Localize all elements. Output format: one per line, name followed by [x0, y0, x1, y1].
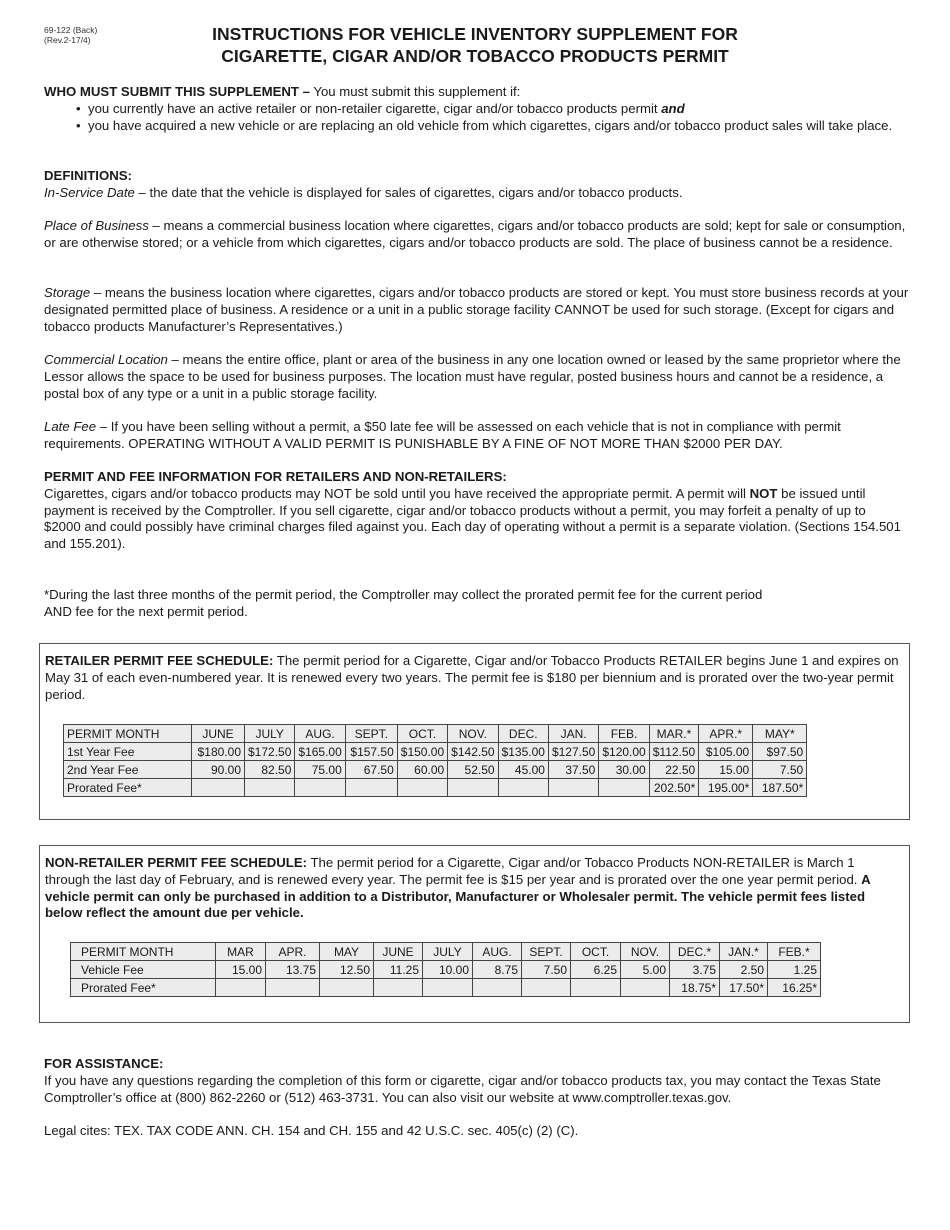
column-header: MAR.*	[649, 725, 699, 743]
table-cell: $120.00	[599, 743, 649, 761]
column-header-label: PERMIT MONTH	[71, 943, 216, 961]
permit-info-heading: PERMIT AND FEE INFORMATION FOR RETAILERS AND NON-RETAILERS:	[44, 469, 507, 484]
table-cell: 75.00	[295, 761, 345, 779]
table-cell	[345, 779, 397, 797]
column-header: DEC.*	[670, 943, 720, 961]
column-header: APR.	[266, 943, 320, 961]
table-cell: 10.00	[423, 961, 473, 979]
prorate-note	[44, 587, 906, 621]
permit-info-text-b: be issued until payment is received by the Comptroller. If you sell cigarette, cigar and/or tobacco products without a permit, you may forfeit a penalty of up to $2000 and could possibly have criminal charges filed against you. Each day of operating without a permit is a separate violation. (Sections 154.501 and 155.201).	[44, 485, 901, 552]
column-header: JAN.*	[720, 943, 768, 961]
table-cell	[192, 779, 245, 797]
def-late-fee	[44, 419, 906, 453]
title-line-1: INSTRUCTIONS FOR VEHICLE INVENTORY SUPPLEMENT FOR	[212, 24, 738, 44]
table-cell: 11.25	[374, 961, 423, 979]
table-cell	[423, 979, 473, 997]
non-retailer-intro	[45, 855, 899, 922]
table-cell: 7.50	[753, 761, 807, 779]
table-cell: $172.50	[245, 743, 295, 761]
column-header: FEB.	[599, 725, 649, 743]
table-cell: 6.25	[571, 961, 621, 979]
column-header: AUG.	[295, 725, 345, 743]
who-intro: You must submit this supplement if:	[309, 84, 521, 99]
table-cell	[295, 779, 345, 797]
table-cell: $157.50	[345, 743, 397, 761]
def-place-text: – means a commercial business location where cigarettes, cigars and/or tobacco products are sold; kept for sale or consumption, or are otherwise stored; or a vehicle from which cigarettes, cigars and/or tobacco products are sold. The place of business cannot be a residence.	[44, 218, 906, 250]
table-cell: 82.50	[245, 761, 295, 779]
table-cell	[548, 779, 598, 797]
table-row	[71, 979, 821, 997]
column-header: NOV.	[621, 943, 670, 961]
column-header: JULY	[245, 725, 295, 743]
table-cell: 1.25	[768, 961, 821, 979]
who-must-submit-section	[44, 84, 906, 134]
table-cell: 22.50	[649, 761, 699, 779]
def-in-service-date	[44, 185, 906, 202]
table-cell: $112.50	[649, 743, 699, 761]
table-cell	[266, 979, 320, 997]
who-bullet-1-text: you currently have an active retailer or non-retailer cigarette, cigar and/or tobacco products permit	[88, 100, 662, 116]
def-storage	[44, 285, 910, 335]
table-cell: 67.50	[345, 761, 397, 779]
permit-fee-info-section	[44, 469, 906, 553]
column-header: JUNE	[192, 725, 245, 743]
table-cell: 195.00*	[699, 779, 753, 797]
column-header: JAN.	[548, 725, 598, 743]
column-header: OCT.	[397, 725, 447, 743]
table-cell: 52.50	[448, 761, 498, 779]
def-commercial-term: Commercial Location	[44, 352, 168, 367]
def-storage-text: – means the business location where cigarettes, cigars and/or tobacco products are stored or kept. You must store business records at your designated permitted place of business. A residence or a unit in a public storage facility CANNOT be used for such storage. (Except for cigars and tobacco products Manufacturer’s Representatives.)	[44, 285, 909, 334]
who-heading: WHO MUST SUBMIT THIS SUPPLEMENT –	[44, 84, 310, 99]
table-cell	[245, 779, 295, 797]
assistance-heading: FOR ASSISTANCE:	[44, 1056, 164, 1071]
column-header: MAR	[216, 943, 266, 961]
table-cell: 37.50	[548, 761, 598, 779]
non-retailer-bold-text: A vehicle permit can only be purchased in addition to a Distributor, Manufacturer or Wholesaler permit. The vehicle permit fees listed below reflect the amount due per vehicle.	[45, 871, 871, 921]
table-cell: $127.50	[548, 743, 598, 761]
column-header: MAY*	[753, 725, 807, 743]
table-row	[64, 743, 807, 761]
prorate-note-line-2: AND fee for the next permit period.	[44, 603, 248, 619]
prorate-note-line-1: *During the last three months of the permit period, the Comptroller may collect the prorated permit fee for the current period	[44, 587, 763, 602]
column-header: SEPT.	[345, 725, 397, 743]
table-cell: 8.75	[473, 961, 522, 979]
table-cell	[621, 979, 670, 997]
table-cell: 45.00	[498, 761, 548, 779]
form-revision: (Rev.2-17/4)	[44, 35, 91, 45]
retailer-heading: RETAILER PERMIT FEE SCHEDULE:	[45, 653, 274, 668]
def-commercial-text: – means the entire office, plant or area of the business in any one location owned or leased by the same proprietor where the Lessor allows the space to be used for business purposes. The location must have regular, posted business hours and cannot be a residence, a postal box of any type or a unit in a public storage facility.	[44, 352, 901, 401]
definitions-section	[44, 168, 906, 202]
column-header: JULY	[423, 943, 473, 961]
table-cell: $180.00	[192, 743, 245, 761]
who-bullet-1	[44, 101, 906, 118]
row-label: Prorated Fee*	[64, 779, 192, 797]
table-cell	[599, 779, 649, 797]
assistance-section	[44, 1056, 906, 1106]
table-cell: $105.00	[699, 743, 753, 761]
column-header: MAY	[320, 943, 374, 961]
table-row	[64, 779, 807, 797]
table-cell	[374, 979, 423, 997]
non-retailer-fee-table	[70, 942, 821, 997]
retailer-intro	[45, 653, 899, 703]
table-cell: $135.00	[498, 743, 548, 761]
def-place-of-business	[44, 218, 906, 252]
retailer-fee-schedule-box	[39, 643, 910, 820]
table-cell: $97.50	[753, 743, 807, 761]
table-cell	[473, 979, 522, 997]
who-bullet-list	[44, 101, 906, 135]
column-header: AUG.	[473, 943, 522, 961]
table-cell: 13.75	[266, 961, 320, 979]
form-number: 69-122 (Back)	[44, 25, 98, 35]
table-cell: 2.50	[720, 961, 768, 979]
table-cell	[448, 779, 498, 797]
title-line-2: CIGARETTE, CIGAR AND/OR TOBACCO PRODUCTS PERMIT	[221, 46, 729, 66]
assistance-text: If you have any questions regarding the completion of this form or cigarette, cigar and/or tobacco products tax, you may contact the Texas State Comptroller’s office at (800) 862-2260 or (512) 463-3731. You can also visit our website at www.comptroller.texas.gov.	[44, 1072, 881, 1105]
def-late-term: Late Fee	[44, 419, 97, 434]
def-commercial-location	[44, 352, 906, 402]
table-cell: 15.00	[216, 961, 266, 979]
column-header: NOV.	[448, 725, 498, 743]
table-cell	[571, 979, 621, 997]
def-late-text: – If you have been selling without a permit, a $50 late fee will be assessed on each vehicle that is not in compliance with permit requirements. OPERATING WITHOUT A VALID PERMIT IS PUNISHABLE BY A FINE OF NOT MORE THAN $2000 PER DAY.	[44, 419, 841, 451]
row-label: Prorated Fee*	[71, 979, 216, 997]
row-label: 2nd Year Fee	[64, 761, 192, 779]
def-in-service-text: – the date that the vehicle is displayed for sales of cigarettes, cigars and/or tobacco products.	[134, 184, 683, 200]
table-cell: $150.00	[397, 743, 447, 761]
non-retailer-heading: NON-RETAILER PERMIT FEE SCHEDULE:	[45, 855, 308, 870]
def-in-service-term: In-Service Date	[44, 184, 135, 200]
def-storage-term: Storage	[44, 285, 91, 300]
column-header: JUNE	[374, 943, 423, 961]
table-row	[71, 961, 821, 979]
table-cell	[320, 979, 374, 997]
table-header-row	[64, 725, 807, 743]
column-header: APR.*	[699, 725, 753, 743]
table-cell: 17.50*	[720, 979, 768, 997]
table-cell	[498, 779, 548, 797]
table-cell	[216, 979, 266, 997]
table-cell: 16.25*	[768, 979, 821, 997]
table-cell: 15.00	[699, 761, 753, 779]
column-header: DEC.	[498, 725, 548, 743]
table-row	[64, 761, 807, 779]
non-retailer-fee-schedule-box	[39, 845, 910, 1023]
column-header: OCT.	[571, 943, 621, 961]
table-cell: 18.75*	[670, 979, 720, 997]
table-cell: 60.00	[397, 761, 447, 779]
permit-info-not: NOT	[749, 485, 778, 501]
permit-info-text-a: Cigarettes, cigars and/or tobacco products may NOT be sold until you have received the appropriate permit. A permit will	[44, 485, 750, 501]
permit-info-text	[44, 486, 906, 553]
who-bullet-1-emphasis: and	[661, 100, 685, 116]
table-cell: 202.50*	[649, 779, 699, 797]
table-cell: 30.00	[599, 761, 649, 779]
column-header: SEPT.	[522, 943, 571, 961]
table-cell: 90.00	[192, 761, 245, 779]
table-cell: 12.50	[320, 961, 374, 979]
row-label: Vehicle Fee	[71, 961, 216, 979]
retailer-text: The permit period for a Cigarette, Cigar and/or Tobacco Products RETAILER begins June 1 and expires on May 31 of each even-numbered year. It is renewed every two years. The permit fee is $180 per biennium and is prorated over the two-year permit period.	[45, 653, 899, 702]
page-title	[0, 23, 950, 67]
row-label: 1st Year Fee	[64, 743, 192, 761]
table-header-row	[71, 943, 821, 961]
table-cell: 5.00	[621, 961, 670, 979]
table-cell: 3.75	[670, 961, 720, 979]
table-cell	[397, 779, 447, 797]
column-header-label: PERMIT MONTH	[64, 725, 192, 743]
definitions-heading: DEFINITIONS:	[44, 168, 132, 183]
def-place-term: Place of Business	[44, 218, 149, 233]
table-cell	[522, 979, 571, 997]
retailer-fee-table	[63, 724, 807, 797]
legal-cites: Legal cites: TEX. TAX CODE ANN. CH. 154 and CH. 155 and 42 U.S.C. sec. 405(c) (2) (C).	[44, 1123, 579, 1138]
table-cell: $165.00	[295, 743, 345, 761]
table-cell: 7.50	[522, 961, 571, 979]
table-cell: 187.50*	[753, 779, 807, 797]
table-cell: $142.50	[448, 743, 498, 761]
who-bullet-2: • you have acquired a new vehicle or are replacing an old vehicle from which cigarettes, cigars and/or tobacco product sales will take place.	[44, 118, 906, 135]
column-header: FEB.*	[768, 943, 821, 961]
non-retailer-text: The permit period for a Cigarette, Cigar and/or Tobacco Products NON-RETAILER is March 1 through the last day of February, and is renewed every year. The permit fee is $15 per year and is prorated over the one year permit period.	[45, 855, 862, 887]
